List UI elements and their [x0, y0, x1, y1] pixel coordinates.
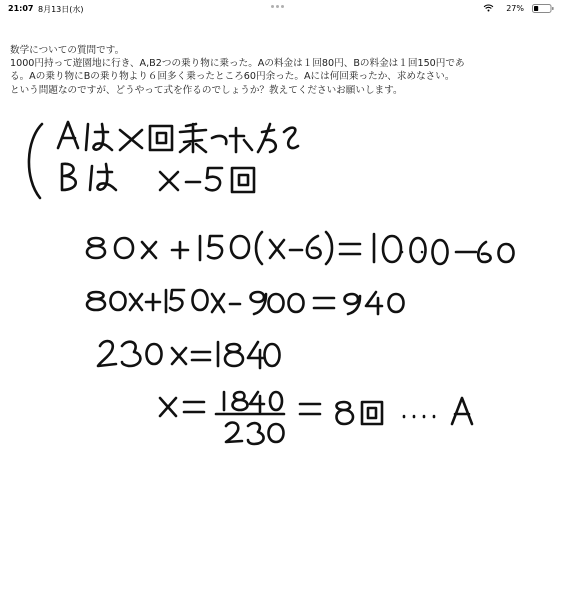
handwritten-line-2: [62, 164, 254, 192]
question-line: る。Aの乗り物にBの乗り物より６回多く乗ったところ60円余った。Aには何回乗ったか、求めなさい。: [10, 71, 455, 83]
question-line: という問題なのですが、どうやって式を作るのでしょうか？教えてくださいお願いします。: [10, 84, 403, 96]
handwritten-equation-2: [87, 290, 404, 314]
handwritten-equation-3: [98, 341, 280, 368]
handwritten-bracket: [29, 124, 42, 198]
battery-percent: 27%: [506, 4, 524, 13]
handwritten-equation-1: [87, 232, 514, 264]
status-time: 21:07: [8, 4, 34, 13]
status-date: 8月13日(水): [38, 5, 84, 14]
fraction-numerator: [224, 392, 282, 412]
handwritten-equation-4: [160, 392, 472, 444]
handwritten-line-1: [58, 122, 298, 152]
fraction-denominator: [226, 423, 284, 444]
question-line: 1000円持って遊園地に行き、A,B2つの乗り物に乗った。Aの料金は１回80円、Bの料金は１回150円であ: [10, 58, 465, 70]
question-line: 数学についての質問です。: [10, 45, 125, 56]
